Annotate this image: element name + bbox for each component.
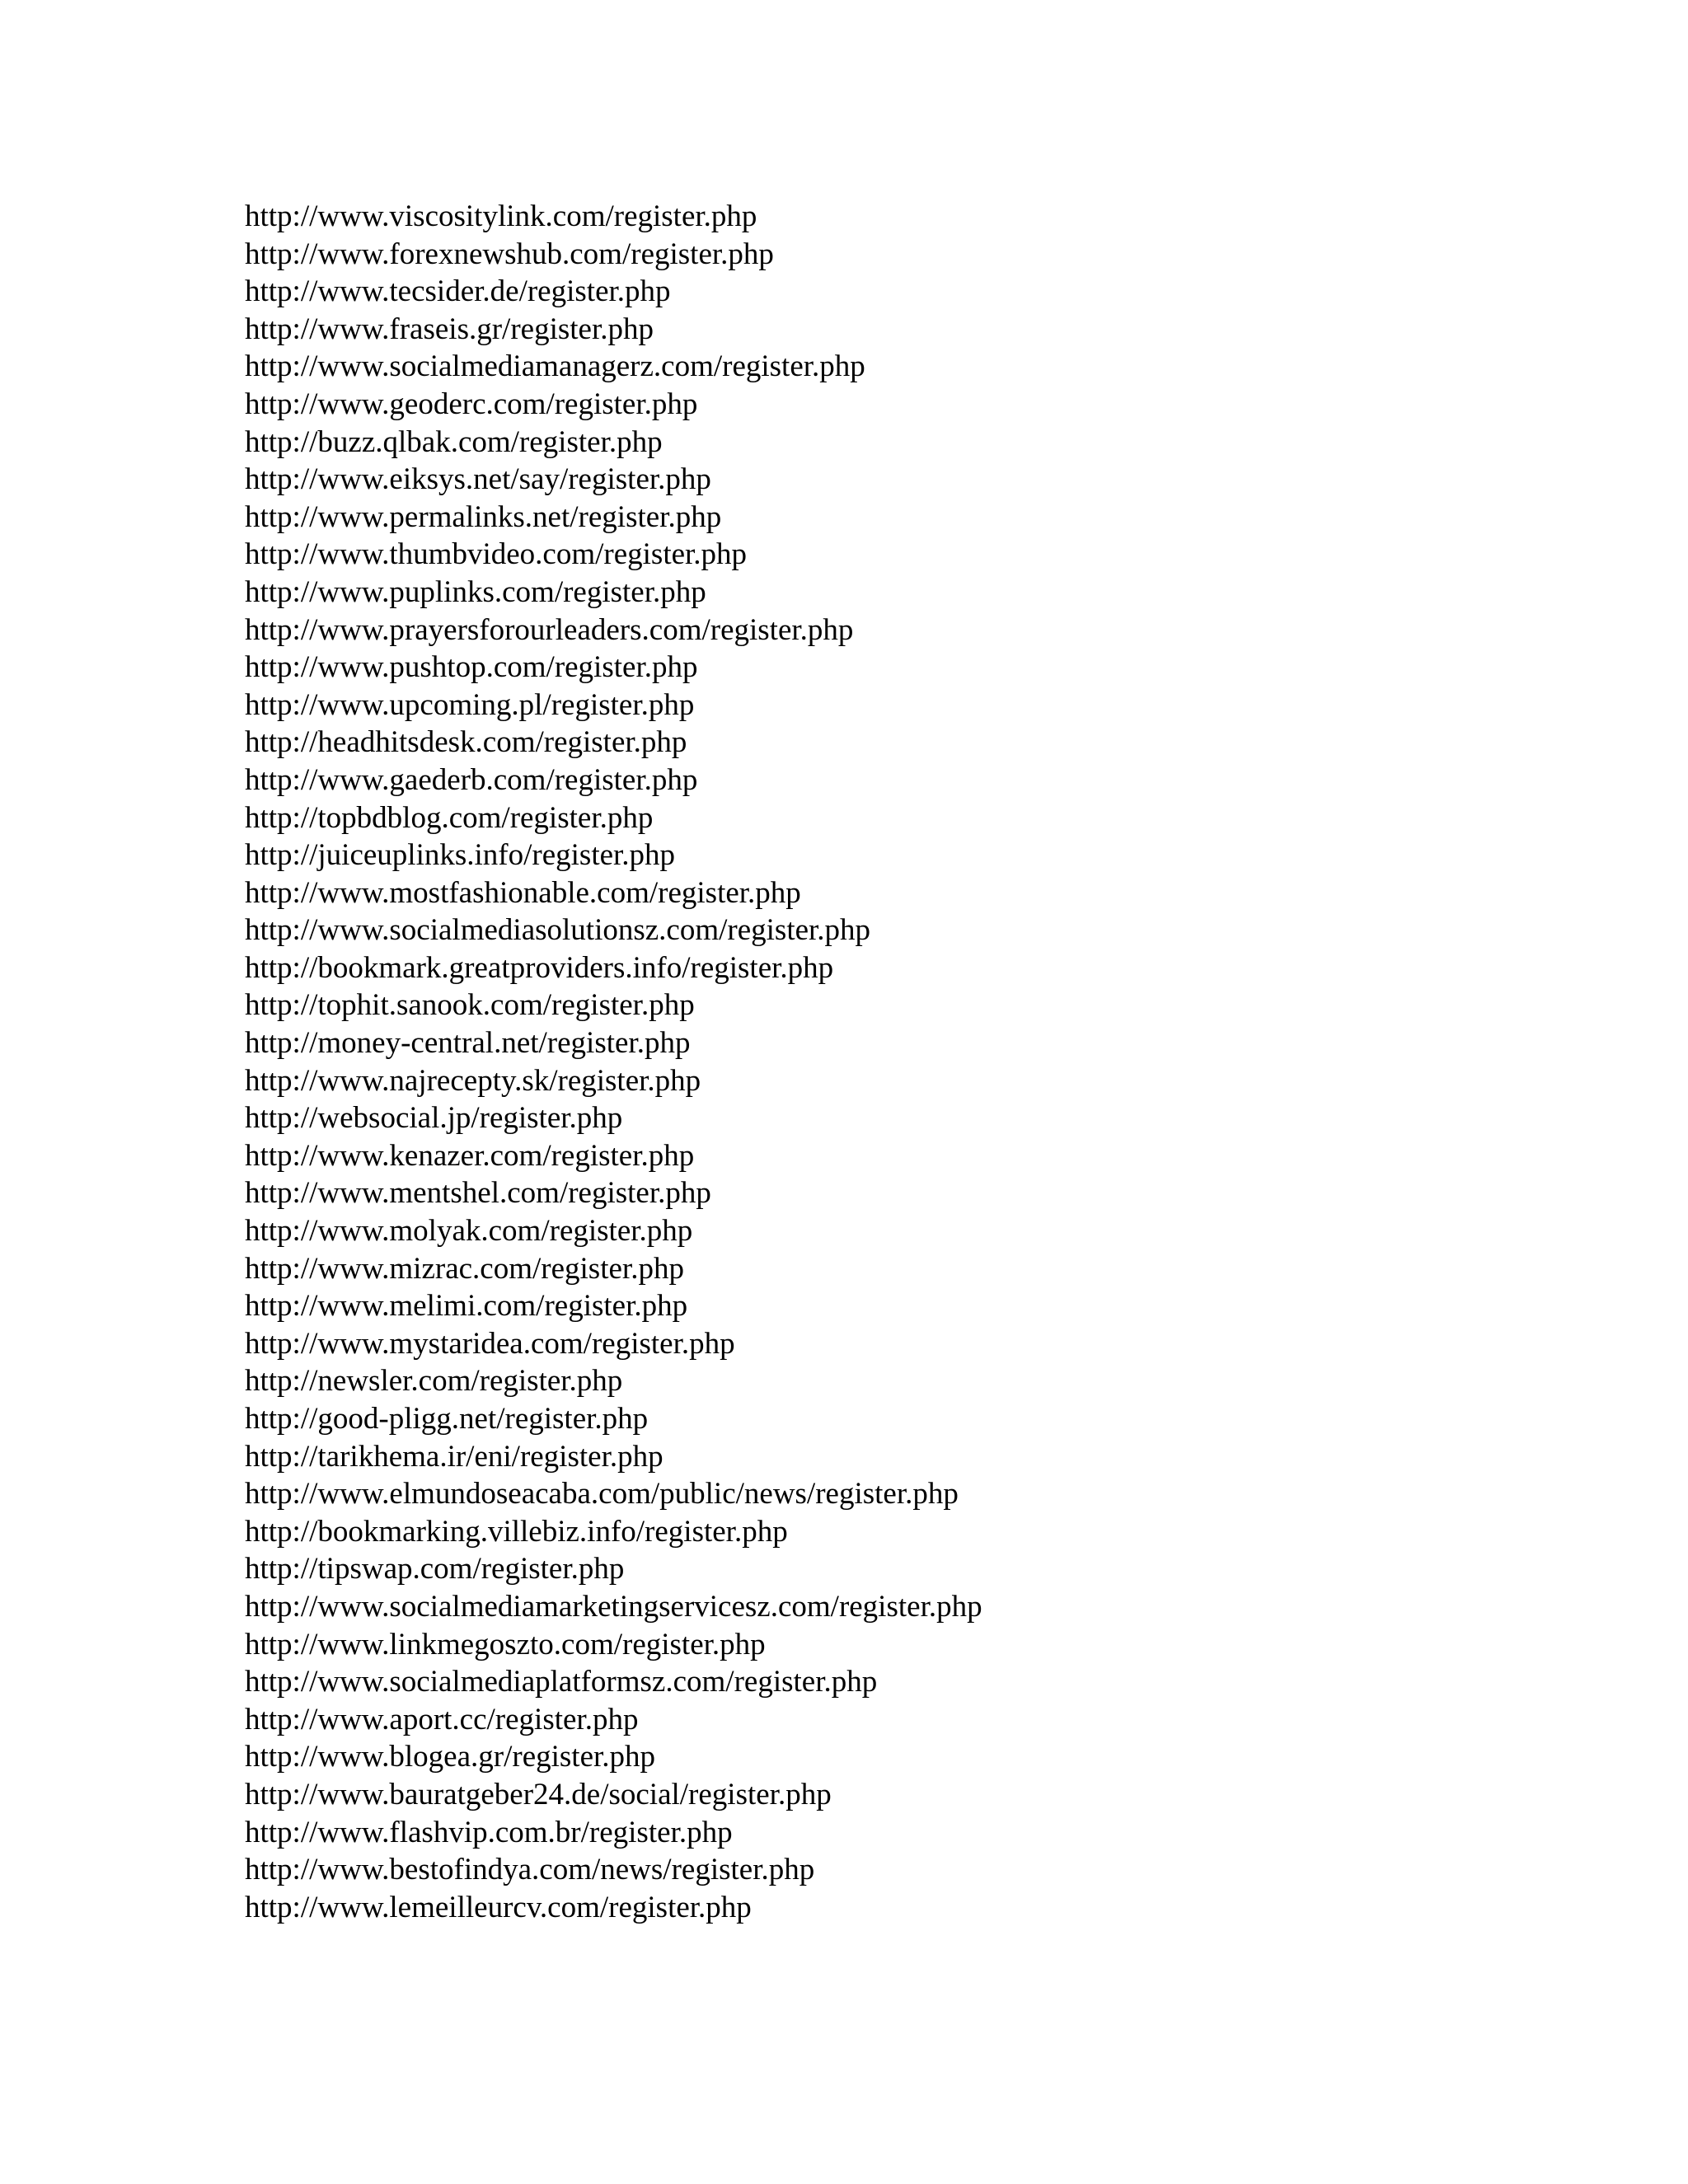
url-line: http://tipswap.com/register.php <box>245 1552 625 1586</box>
url-line: http://bookmarking.villebiz.info/register.php <box>245 1514 788 1549</box>
url-line: http://headhitsdesk.com/register.php <box>245 725 687 760</box>
url-line: http://www.bauratgeber24.de/social/register.php <box>245 1777 832 1811</box>
url-line: http://www.mentshel.com/register.php <box>245 1176 711 1211</box>
url-line: http://www.melimi.com/register.php <box>245 1289 688 1324</box>
url-line: http://www.pushtop.com/register.php <box>245 650 698 685</box>
url-line: http://www.mystaridea.com/register.php <box>245 1326 735 1361</box>
url-line: http://www.gaederb.com/register.php <box>245 762 698 797</box>
url-line: http://www.upcoming.pl/register.php <box>245 687 695 722</box>
url-line: http://buzz.qlbak.com/register.php <box>245 424 663 459</box>
url-line: http://websocial.jp/register.php <box>245 1101 623 1136</box>
url-line: http://www.eiksys.net/say/register.php <box>245 462 711 497</box>
url-line: http://www.puplinks.com/register.php <box>245 574 706 609</box>
url-line: http://www.socialmediaplatformsz.com/register.php <box>245 1665 878 1699</box>
url-line: http://tophit.sanook.com/register.php <box>245 988 695 1023</box>
url-line: http://www.blogea.gr/register.php <box>245 1740 656 1774</box>
url-line: http://www.tecsider.de/register.php <box>245 274 671 309</box>
url-line: http://www.mostfashionable.com/register.php <box>245 875 801 910</box>
url-line: http://www.flashvip.com.br/register.php <box>245 1815 733 1849</box>
url-line: http://www.socialmediamanagerz.com/register.php <box>245 349 865 384</box>
url-line: http://www.mizrac.com/register.php <box>245 1251 684 1286</box>
url-line: http://www.najrecepty.sk/register.php <box>245 1063 701 1098</box>
url-line: http://www.permalinks.net/register.php <box>245 499 722 534</box>
url-line: http://www.elmundoseacaba.com/public/news/register.php <box>245 1477 959 1511</box>
url-line: http://newsler.com/register.php <box>245 1364 623 1399</box>
url-line: http://topbdblog.com/register.php <box>245 800 654 835</box>
url-line: http://good-pligg.net/register.php <box>245 1402 649 1436</box>
url-line: http://www.prayersforourleaders.com/register.php <box>245 612 854 647</box>
url-line: http://www.bestofindya.com/news/register.php <box>245 1853 815 1887</box>
url-line: http://www.linkmegoszto.com/register.php <box>245 1627 766 1661</box>
url-line: http://www.thumbvideo.com/register.php <box>245 537 748 572</box>
url-line: http://www.molyak.com/register.php <box>245 1214 693 1249</box>
url-line: http://juiceuplinks.info/register.php <box>245 838 676 873</box>
url-line: http://www.forexnewshub.com/register.php <box>245 237 774 271</box>
url-line: http://www.fraseis.gr/register.php <box>245 312 654 346</box>
url-line: http://money-central.net/register.php <box>245 1026 691 1061</box>
url-line: http://www.geoderc.com/register.php <box>245 387 698 421</box>
url-line: http://www.socialmediamarketingservicesz.com/register.php <box>245 1589 982 1624</box>
url-line: http://www.socialmediasolutionsz.com/register.php <box>245 913 871 948</box>
url-line: http://www.lemeilleurcv.com/register.php <box>245 1890 752 1924</box>
url-line: http://tarikhema.ir/eni/register.php <box>245 1439 663 1474</box>
url-line: http://www.aport.cc/register.php <box>245 1702 639 1736</box>
url-list <box>245 198 982 1926</box>
url-line: http://www.viscositylink.com/register.php <box>245 199 757 233</box>
url-line: http://www.kenazer.com/register.php <box>245 1138 695 1173</box>
url-line: http://bookmark.greatproviders.info/register.php <box>245 950 834 985</box>
